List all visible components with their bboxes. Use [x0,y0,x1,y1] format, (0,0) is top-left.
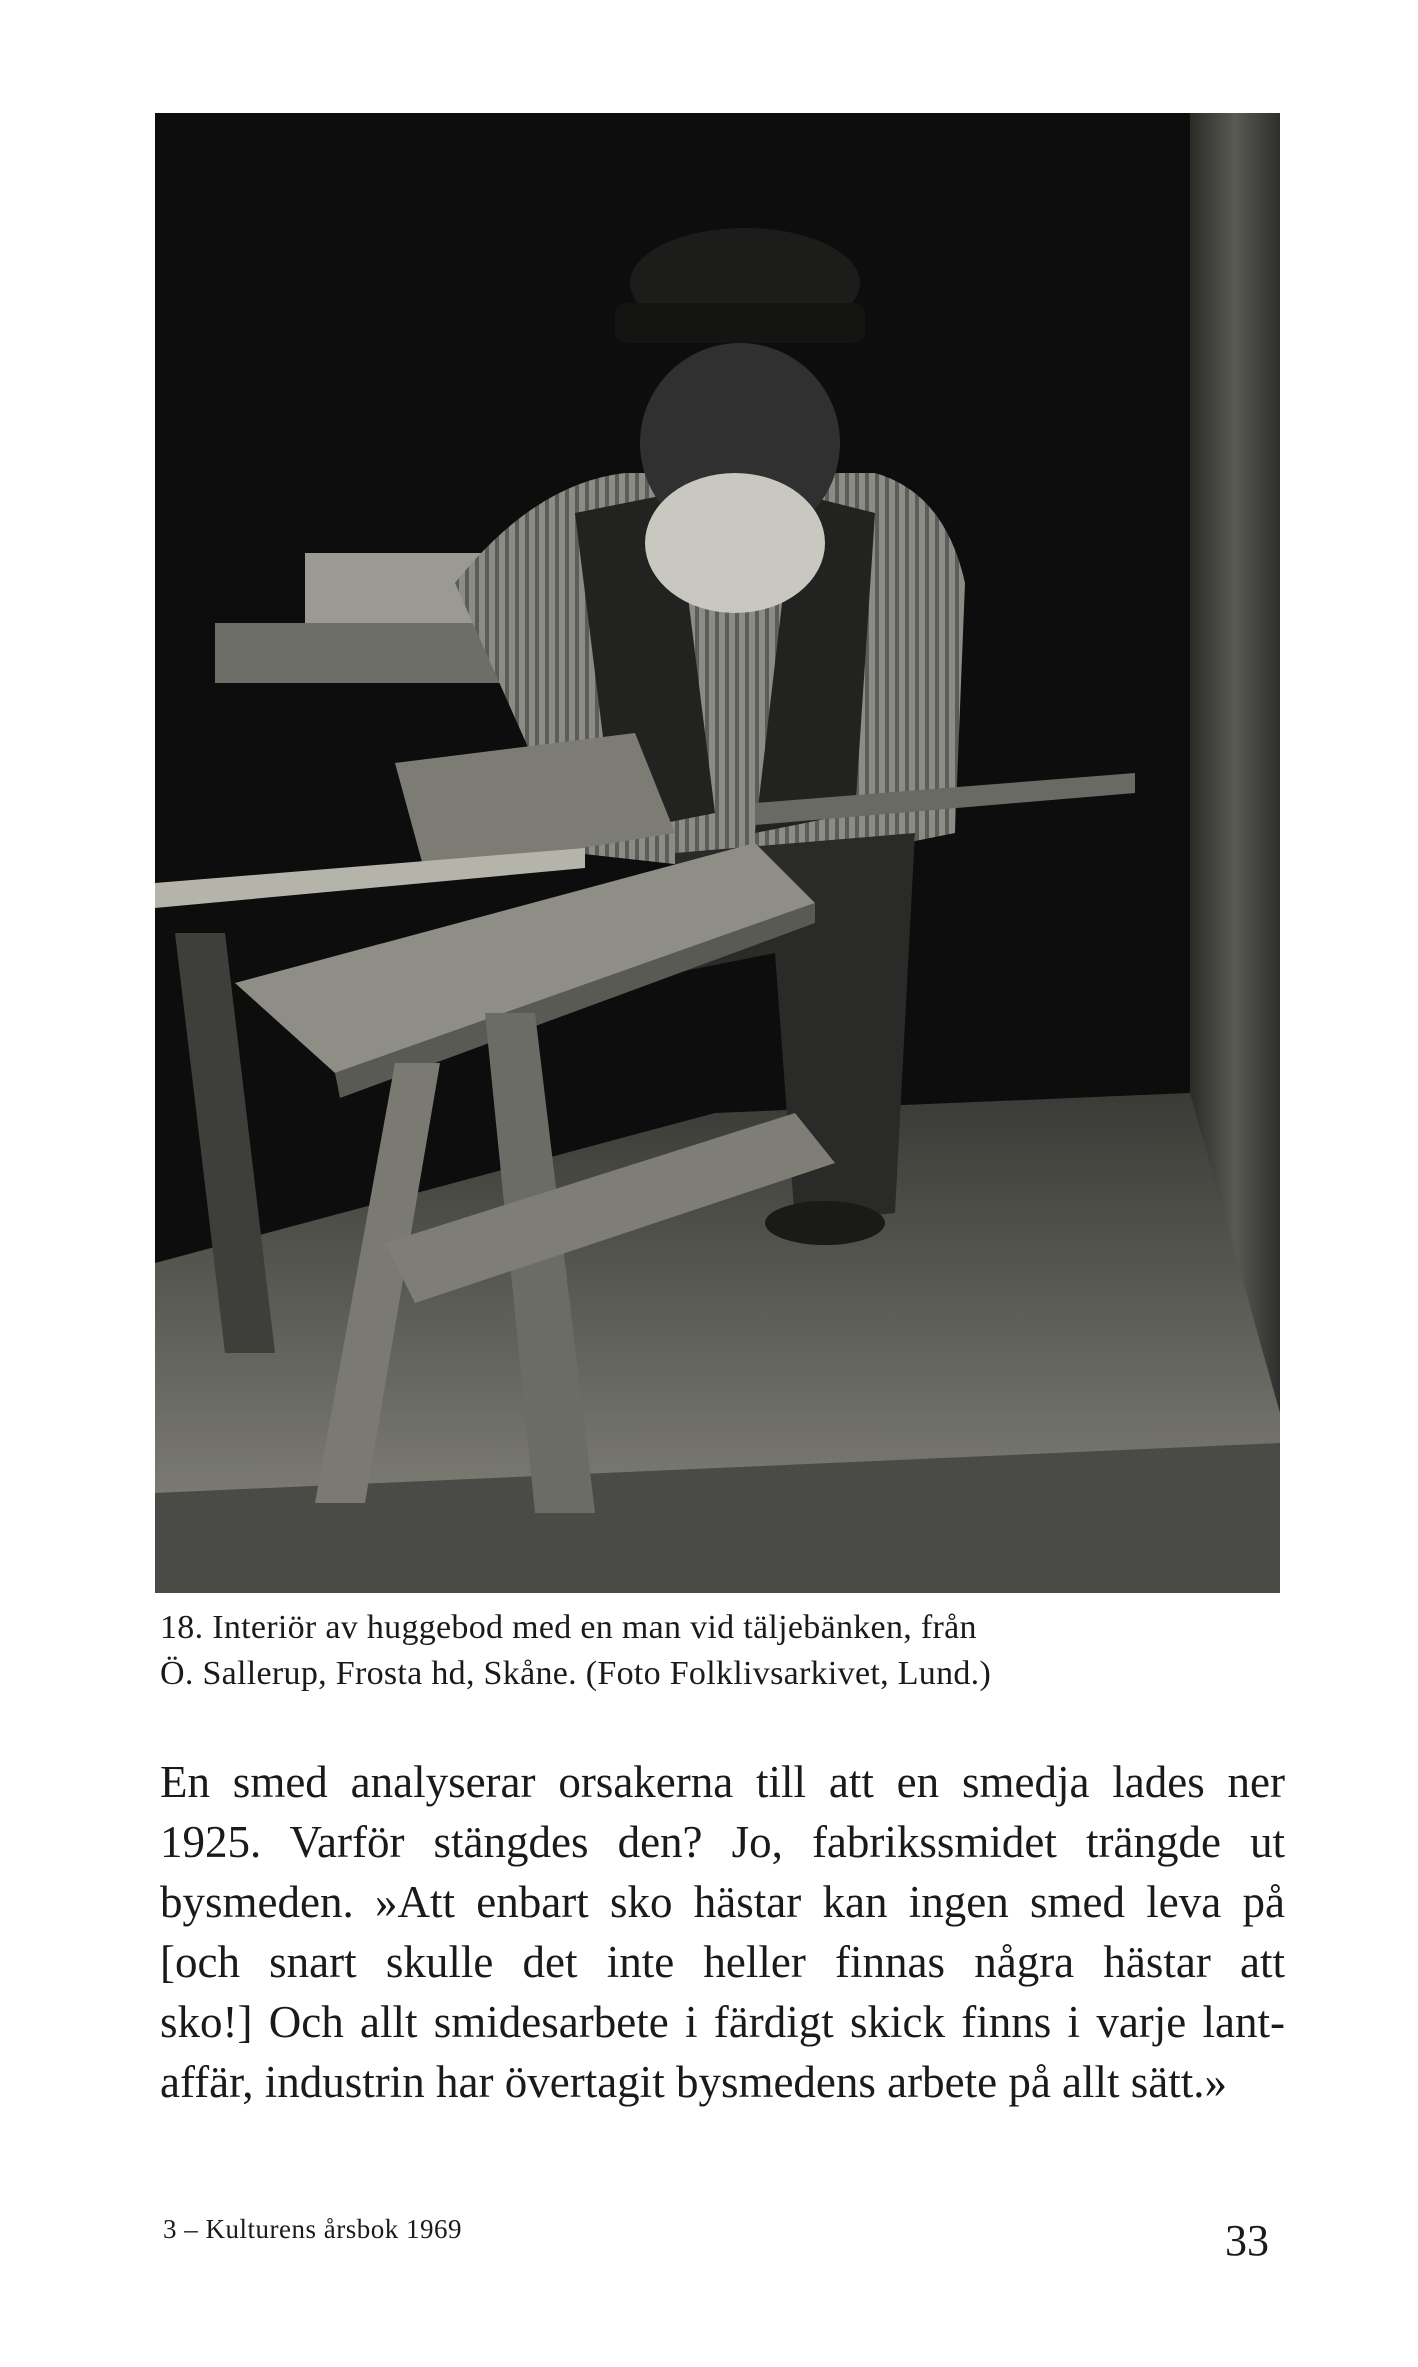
body-line: sko!] Och allt smidesarbete i färdigt skick finns i varje lant- [160,1997,1285,2047]
body-line: 1925. Varför stängdes den? Jo, fabrikssmidet trängde ut [160,1817,1285,1867]
body-paragraph [160,1752,1285,2112]
body-line: En smed analyserar orsakerna till att en smedja lades ner [160,1757,1285,1807]
figure-caption [160,1605,1280,1697]
photograph [155,113,1280,1593]
caption-line: 18. Interiör av huggebod med en man vid täljebänken, från [160,1609,977,1646]
body-line: [och snart skulle det inte heller finnas några hästar att [160,1937,1285,1987]
body-line: affär, industrin har övertagit bysmedens arbete på allt sätt.» [160,2057,1228,2107]
photo-illustration [155,113,1280,1593]
page-number: 33 [1225,2216,1269,2265]
caption-line: Ö. Sallerup, Frosta hd, Skåne. (Foto Folklivsarkivet, Lund.) [160,1655,992,1692]
body-line: bysmeden. »Att enbart sko hästar kan ingen smed leva på [160,1877,1285,1927]
footer-source: 3 – Kulturens årsbok 1969 [163,2214,462,2244]
